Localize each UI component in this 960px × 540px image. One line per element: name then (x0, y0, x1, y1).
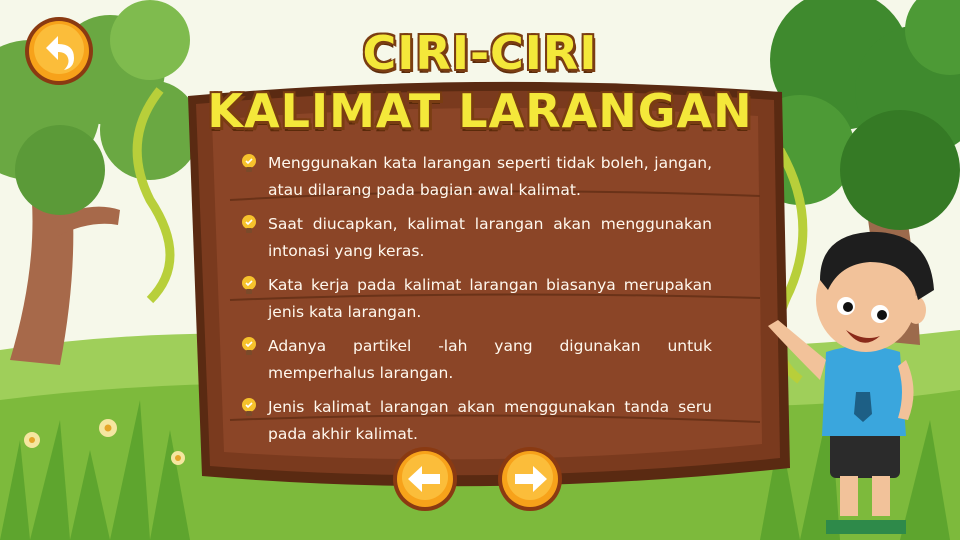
lightbulb-icon (238, 274, 260, 296)
list-item: Adanya partikel -lah yang digunakan untuk memperhalus larangan. (238, 333, 712, 387)
lightbulb-icon (238, 396, 260, 418)
list-item: Jenis kalimat larangan akan menggunakan tanda seru pada akhir kalimat. (238, 394, 712, 448)
title-line-1: CIRI-CIRI (362, 26, 598, 80)
next-button[interactable] (497, 446, 563, 512)
lightbulb-icon (238, 152, 260, 174)
list-item: Saat diucapkan, kalimat larangan akan menggunakan intonasi yang keras. (238, 211, 712, 265)
previous-button[interactable] (392, 446, 458, 512)
lightbulb-icon (238, 213, 260, 235)
characteristics-list (238, 150, 712, 455)
lightbulb-icon (238, 335, 260, 357)
list-item: Kata kerja pada kalimat larangan biasanya merupakan jenis kata larangan. (238, 272, 712, 326)
arrow-left-icon (392, 446, 458, 512)
title-line-2: KALIMAT LARANGAN (207, 84, 753, 138)
arrow-right-icon (497, 446, 563, 512)
list-item: Menggunakan kata larangan seperti tidak boleh, jangan, atau dilarang pada bagian awal kalimat. (238, 150, 712, 204)
